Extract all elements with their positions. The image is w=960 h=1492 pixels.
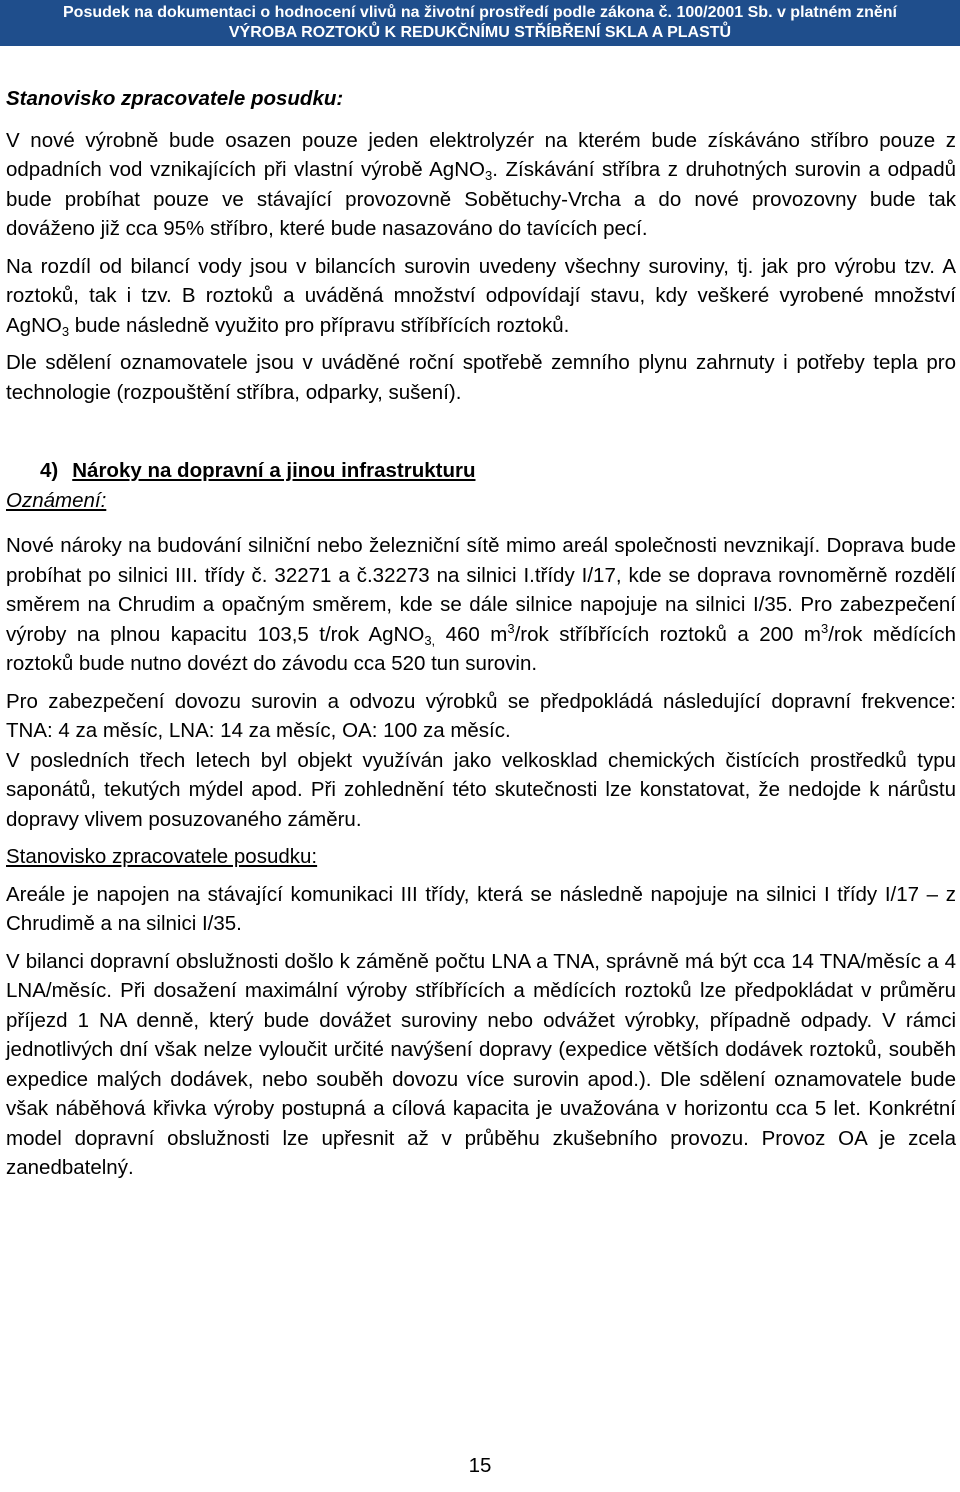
document-header (0, 0, 960, 46)
section2-paragraph-2: Pro zabezpečení dovozu surovin a odvozu výrobků se předpokládá následující dopravní frekvence: TNA: 4 za měsíc, LNA: 14 za měsíc, OA: 100 za měsíc. (6, 689, 956, 742)
section2-number: 4) (40, 459, 59, 482)
section1-paragraph-2: Na rozdíl od bilancí vody jsou v bilancích surovin uvedeny všechny suroviny, tj. jak pro výrobu tzv. A roztoků, tak i tzv. B roztoků a uváděná množství odpovídají stavu, kdy veškeré vyrobené množství AgNO$_3$ bude následně využito pro přípravu stříbřících roztoků. (6, 254, 956, 339)
section2-heading: Stanovisko zpracovatele posudku: (6, 845, 318, 868)
section2-paragraph-3: V posledních třech letech byl objekt využíván jako velkosklad chemických čistících prostředků typu saponátů, tekutých mýdel apod. Při zohlednění této skutečnosti lze konstatovat, že nedojde k nárůstu dopravy vlivem posuzovaného záměru. (6, 748, 956, 831)
section2-paragraph-1: Nové nároky na budování silniční nebo železniční sítě mimo areál společnosti nevznikají. Doprava bude probíhat po silnici III. třídy č. 32271 a č.32273 na silnici I.třídy I/17, kde se doprava rovnoměrně rozdělí směrem na Chrudim a opačným směrem, kde se dále silnice napojuje na silnici I/35. Pro zabezpečení výroby na plnou kapacitu 103,5 t/rok AgNO$_{3,}$ 460 $m^3$/rok stříbřících roztoků a 200 $m^3$/rok mědících roztoků bude nutno dovézt do závodu cca 520 tun surovin. (6, 534, 957, 675)
header-line-1: Posudek na dokumentaci o hodnocení vlivů na životní prostředí podle zákona č. 100/2001 Sb. v platném znění (63, 4, 897, 21)
section1-heading: Stanovisko zpracovatele posudku: (6, 87, 344, 110)
oznameni-heading: Oznámení: (6, 488, 107, 512)
section2-title (6, 456, 956, 486)
header-line-2: VÝROBA ROZTOKŮ K REDUKČNÍMU STŘÍBŘENÍ SKLA A PLASTŮ (228, 24, 732, 41)
document-body (6, 84, 956, 1183)
section1-paragraph-3: Dle sdělení oznamovatele jsou v uváděné roční spotřebě zemního plynu zahrnuty i potřeby tepla pro technologie (rozpouštění stříbra, odparky, sušení). (6, 351, 956, 404)
page-number: 15 (468, 1454, 492, 1477)
section1-paragraph-1: V nové výrobně bude osazen pouze jeden elektrolyzér na kterém bude získáváno stříbro pouze z odpadních vod vznikajících při vlastní výrobě AgNO$_3$. Získávání stříbra z druhotných surovin a odpadů bude probíhat pouze ve stávající provozovně Sobětuchy-Vrcha a do nové provozovny bude tak dováženo již cca 95% stříbro, které bude nasazováno do tavících pecí. (6, 128, 957, 240)
section2-paragraph-4: Areále je napojen na stávající komunikaci III třídy, která se následně napojuje na silnici I třídy I/17 – z Chrudimě a na silnici I/35. (6, 882, 956, 935)
section2-paragraph-5: V bilanci dopravní obslužnosti došlo k záměně počtu LNA a TNA, správně má být cca 14 TNA/měsíc a 4 LNA/měsíc. Při dosažení maximální výroby stříbřících a mědících roztoků lze předpokládat v průměru příjezd 1 NA denně, který bude dovážet suroviny nebo odvážet výrobky, případně odpady. V rámci jednotlivých dní však nelze vyloučit určité navýšení dopravy (expedice větších dodávek roztoků, souběh expedice malých dodávek, nebo souběh dovozu více surovin apod.). Dle sdělení oznamovatele bude však náběhová křivka výroby postupná a cílová kapacita je uvažována v horizontu cca 5 let. Konkrétní model dopravní obslužnosti lze upřesnit až v průběhu zkušebního provozu. Provoz OA je zcela zanedbatelný. (6, 949, 956, 1179)
section2-title-text: Nároky na dopravní a jinou infrastrukturu (72, 459, 476, 482)
